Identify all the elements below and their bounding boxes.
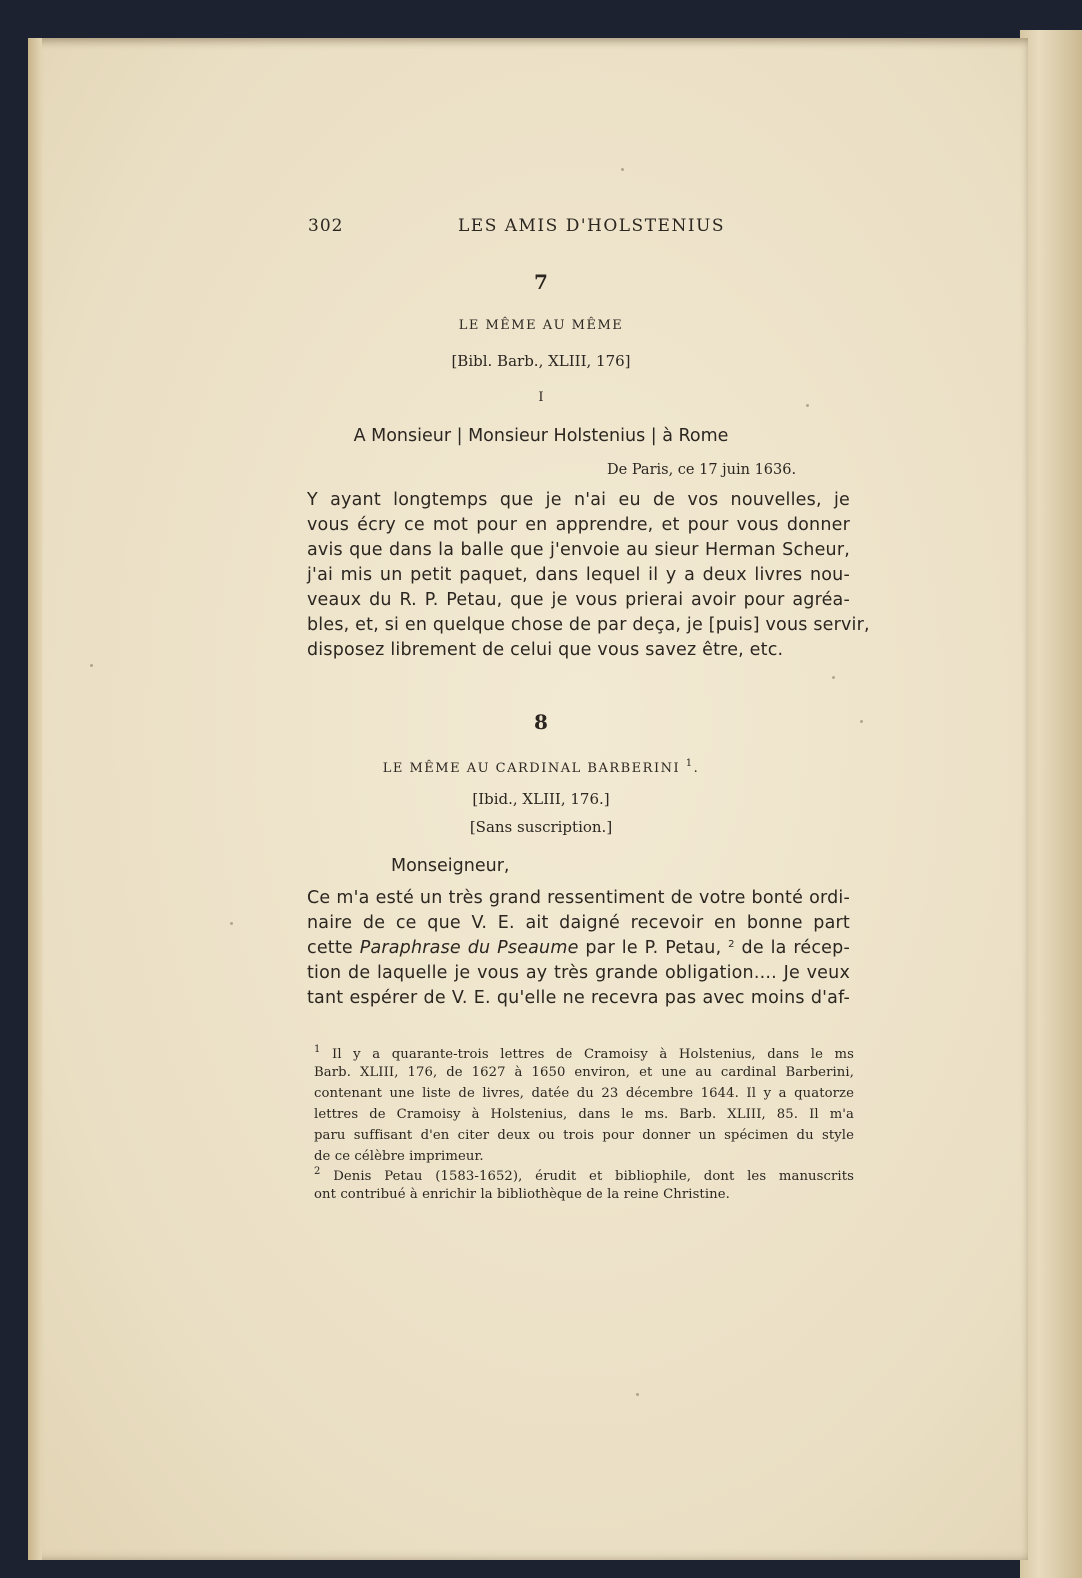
text-run: de la récep- — [734, 938, 850, 958]
body-line — [307, 938, 850, 958]
footnote-text: Il y a quarante-trois lettres de Cramoisy à Holstenius, dans le ms — [332, 1047, 854, 1062]
page-number: 302 — [308, 216, 344, 236]
footnote-line: lettres de Cramoisy à Holstenius, dans le ms. Barb. XLIII, 85. Il m'a — [314, 1107, 854, 1122]
body-line: naire de ce que V. E. ait daigné recevoir en bonne part — [307, 913, 850, 933]
letter-date: De Paris, ce 17 juin 1636. — [607, 462, 797, 478]
text-run: cette — [307, 938, 360, 958]
body-line: veaux du R. P. Petau, que je vous prierai avoir pour agréa- — [307, 590, 850, 610]
body-line: disposez librement de celui que vous savez être, etc. — [307, 640, 784, 660]
footnote-line: Barb. XLIII, 176, de 1627 à 1650 environ, et une au cardinal Barberini, — [314, 1065, 854, 1080]
body-line: Y ayant longtemps que je n'ai eu de vos nouvelles, je — [307, 490, 850, 510]
footnote-line — [314, 1044, 854, 1062]
letter-heading-text: LE MÊME AU CARDINAL BARBERINI — [382, 761, 681, 776]
footnote-mark: 1 — [314, 1044, 321, 1055]
body-line: tant espérer de V. E. qu'elle ne recevra pas avec moins d'af- — [307, 988, 850, 1008]
body-line: tion de laquelle je vous ay très grande obligation.... Je veux — [307, 963, 850, 983]
letter-suscription: [Sans suscription.] — [469, 818, 613, 836]
footnote-line: paru suffisant d'en citer deux ou trois pour donner un spécimen du style — [314, 1128, 854, 1143]
running-title: LES AMIS D'HOLSTENIUS — [458, 216, 726, 236]
body-line: j'ai mis un petit paquet, dans lequel il y a deux livres nou- — [307, 565, 850, 585]
body-line: Ce m'a esté un très grand ressentiment de votre bonté ordi- — [307, 888, 850, 908]
paper-speck — [636, 1393, 639, 1396]
footnote-text: Denis Petau (1583-1652), érudit et bibliophile, dont les manuscrits — [333, 1169, 854, 1184]
heading-end: . — [693, 761, 700, 776]
body-line: vous écry ce mot pour en apprendre, et pour vous donner — [307, 515, 850, 535]
footnote-line — [314, 1166, 854, 1184]
paper-speck — [90, 664, 93, 667]
letter-heading — [0, 758, 1082, 776]
footnote-line: contenant une liste de livres, datée du 23 décembre 1644. Il y a quatorze — [314, 1086, 854, 1101]
letter-heading: LE MÊME AU MÊME — [458, 318, 624, 333]
footnote-line: de ce célèbre imprimeur. — [314, 1149, 484, 1164]
footnote-ref: 1 — [685, 758, 694, 769]
footnote-mark: 2 — [314, 1166, 321, 1177]
letter-number: 7 — [534, 270, 548, 294]
body-line: bles, et, si en quelque chose de par deça, je [puis] vous servir, — [307, 615, 870, 635]
body-line: avis que dans la balle que j'envoie au sieur Herman Scheur, — [307, 540, 850, 560]
paper-speck — [621, 168, 624, 171]
letter-source: [Ibid., XLIII, 176.] — [472, 790, 610, 808]
footnote-ref: 2 — [728, 939, 735, 950]
letter-address: A Monsieur | Monsieur Holstenius | à Rome — [353, 426, 729, 446]
letter-part: I — [538, 390, 544, 405]
letter-source: [Bibl. Barb., XLIII, 176] — [451, 352, 631, 370]
footnote-line: ont contribué à enrichir la bibliothèque de la reine Christine. — [314, 1187, 730, 1202]
letter-number: 8 — [534, 710, 548, 734]
salutation: Monseigneur, — [391, 856, 510, 876]
text-run: par le P. Petau, — [578, 938, 729, 958]
paper-speck — [230, 922, 233, 925]
italic-title: Paraphrase du Pseaume — [359, 938, 579, 958]
paper-speck — [832, 676, 835, 679]
